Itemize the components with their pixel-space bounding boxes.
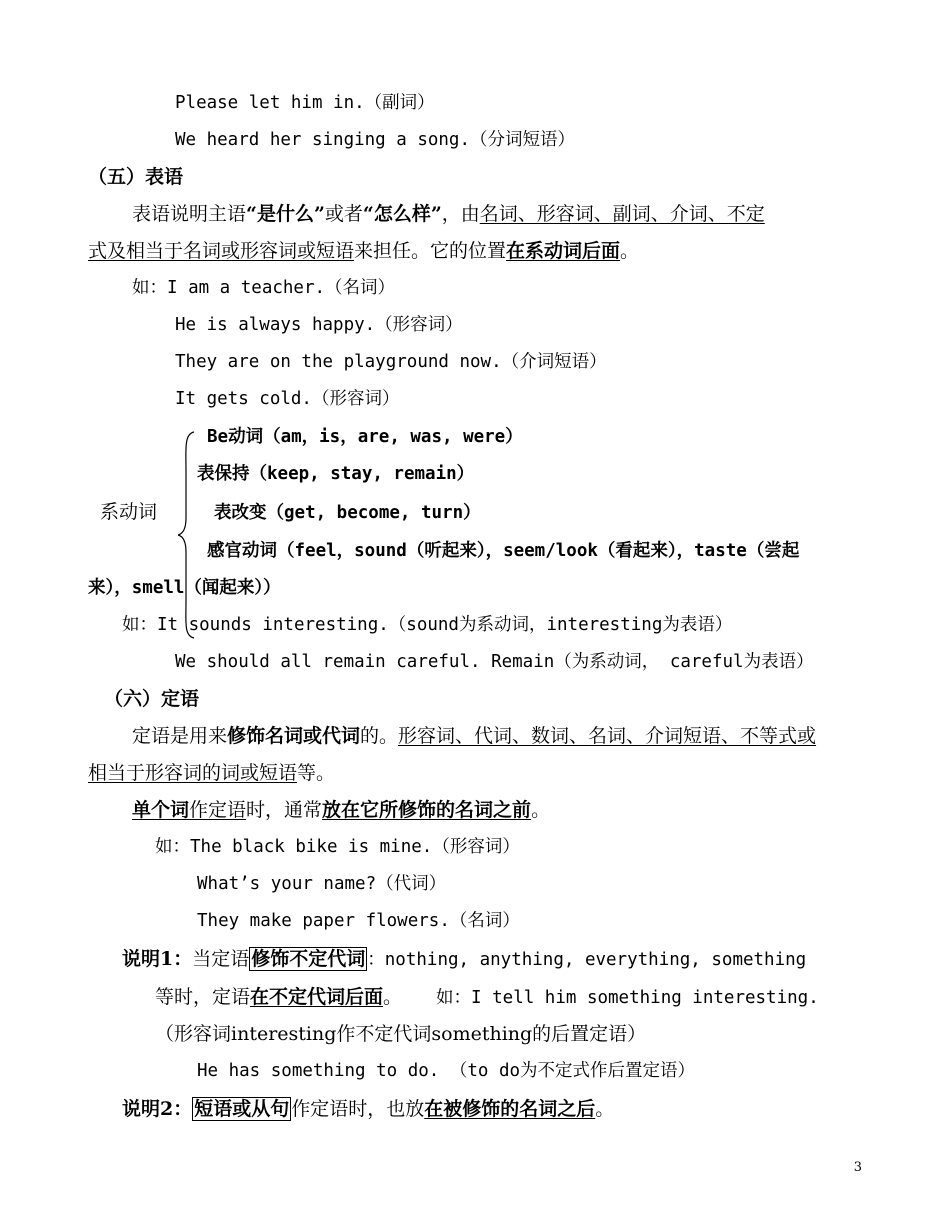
curly-brace: [178, 430, 198, 640]
linking-verb-sense: 感官动词（feel，sound（听起来），seem/look（看起来），taste（尝起: [207, 541, 800, 561]
example-participle: We heard her singing a song.（分词短语）: [175, 130, 576, 150]
example-sounds: 如：It sounds interesting.（sound为系动词，interesting为表语）: [122, 615, 733, 635]
example-paper-flowers: They make paper flowers.（名词）: [197, 911, 520, 931]
linking-verb-label: 系动词: [100, 501, 158, 523]
paragraph-predicative-2: 式及相当于名词或形容词或短语来担任。它的位置在系动词后面。: [88, 240, 640, 262]
paragraph-predicative-1: 表语说明主语“是什么”或者“怎么样”，由名词、形容词、副词、介词、不定: [132, 203, 765, 225]
example-to-do: He has something to do. （to do为不定式作后置定语）: [197, 1061, 696, 1081]
example-adjective-2: It gets cold.（形容词）: [175, 389, 400, 409]
note-1-explanation: （形容词interesting作不定代词something的后置定语）: [155, 1023, 647, 1045]
section-heading-predicative: （五）表语: [88, 166, 184, 188]
linking-verb-change: 表改变（get, become, turn）: [214, 503, 481, 523]
paragraph-attribute-1: 定语是用来修饰名词或代词的。形容词、代词、数词、名词、介词短语、不等式或: [132, 725, 817, 747]
paragraph-attribute-2: 相当于形容词的词或短语等。: [88, 762, 336, 784]
note-1: 说明1：当定语 修饰不定代词 ：nothing, anything, everything, something: [122, 948, 807, 970]
linking-verb-keep: 表保持（keep, stay, remain）: [197, 464, 475, 484]
example-prep-phrase: They are on the playground now.（介词短语）: [175, 352, 607, 372]
example-adverb: Please let him in.（副词）: [175, 93, 435, 113]
note-1-cont: 等时，定语在不定代词后面。 如：I tell him something interesting.: [155, 986, 819, 1008]
example-your-name: What’s your name?（代词）: [197, 874, 447, 894]
example-remain: We should all remain careful. Remain（为系动词， careful为表语）: [175, 652, 814, 672]
page-number: 3: [853, 1160, 862, 1175]
note-2: 说明2： 短语或从句 作定语时，也放在被修饰的名词之后。: [122, 1098, 615, 1120]
example-noun: 如：I am a teacher.（名词）: [132, 278, 396, 298]
linking-verb-be: Be动词（am，is，are, was, were）: [207, 427, 523, 447]
example-black-bike: 如：The black bike is mine.（形容词）: [155, 837, 520, 857]
linking-verb-sense-cont: 来），smell（闻起来））: [88, 578, 281, 598]
section-heading-attribute: （六）定语: [104, 688, 200, 710]
paragraph-single-word: 单个词作定语时，通常放在它所修饰的名词之前。: [132, 799, 551, 821]
example-adjective: He is always happy.（形容词）: [175, 315, 463, 335]
